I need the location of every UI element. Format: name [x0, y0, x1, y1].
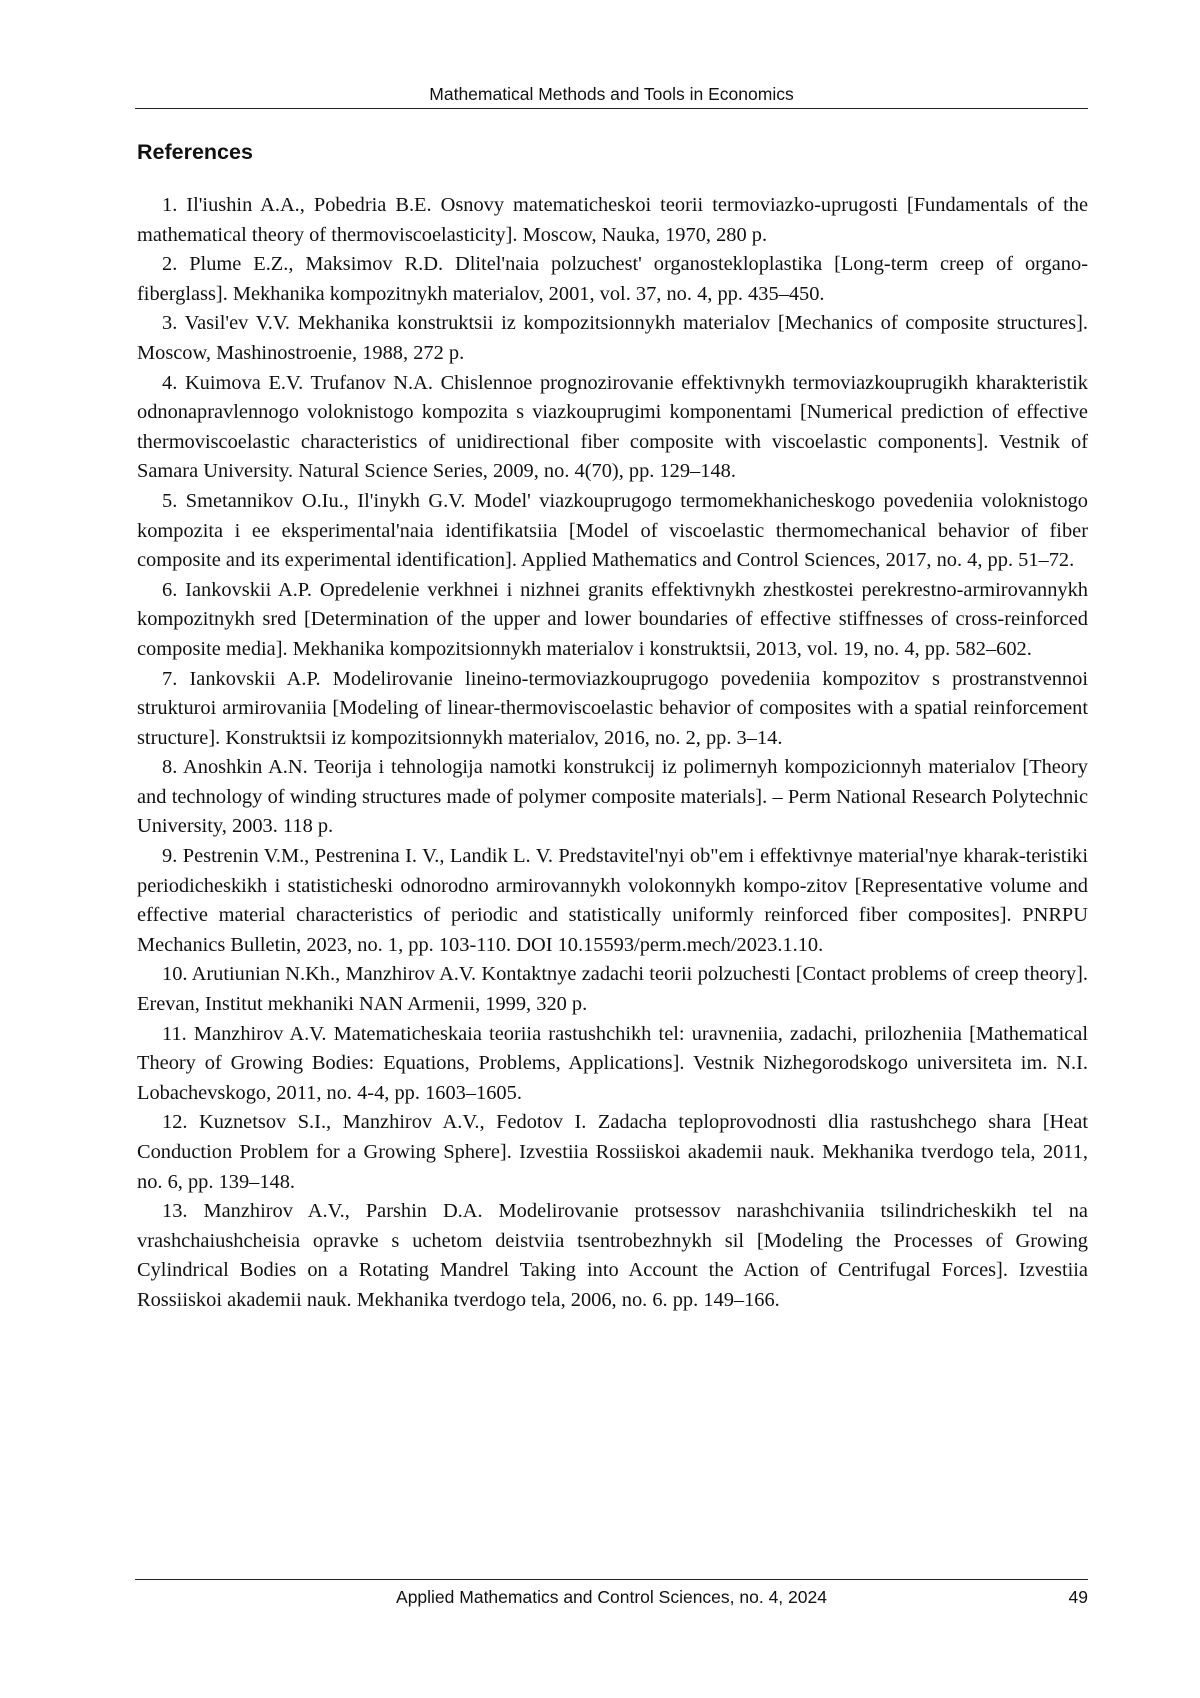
- reference-item: 12. Kuznetsov S.I., Manzhirov A.V., Fedotov I. Zadacha teploprovodnosti dlia rastushchego shara [Heat Conduction Problem for a Growing Sphere]. Izvestiia Rossiiskoi akademii nauk. Mekhanika tverdogo tela, 2011, no. 6, pp. 139–148.: [137, 1108, 1088, 1197]
- running-header: Mathematical Methods and Tools in Economics: [135, 84, 1088, 105]
- reference-item: 5. Smetannikov O.Iu., Il'inykh G.V. Model' viazkouprugogo termomekhanicheskogo povedeniia voloknistogo kompozita i ee eksperimental'naia identifikatsiia [Model of viscoelastic thermomechanical behavior of fiber composite and its experimental identification]. Applied Mathematics and Control Sciences, 2017, no. 4, pp. 51–72.: [137, 487, 1088, 576]
- reference-list: [137, 191, 1088, 1316]
- page-number: 49: [1069, 1587, 1088, 1608]
- footer-divider: [135, 1579, 1088, 1580]
- reference-item: 9. Pestrenin V.M., Pestrenina I. V., Landik L. V. Predstavitel'nyi ob"em i effektivnye material'nye kharak-teristiki periodicheskikh i statisticheski odnorodno armirovannykh volokonnykh kompo-zitov [Representative volume and effective material characteristics of peri­odic and statistically uniformly reinforced fiber composites]. PNRPU Mechanics Bulletin, 2023, no. 1, pp. 103-110. DOI 10.15593/perm.mech/2023.1.10.: [137, 842, 1088, 960]
- reference-item: 3. Vasil'ev V.V. Mekhanika konstruktsii iz kompozitsionnykh materialov [Mechanics of composite structures]. Moscow, Mashinostroenie, 1988, 272 p.: [137, 309, 1088, 368]
- reference-item: 7. Iankovskii A.P. Modelirovanie lineino-termoviazkouprugogo povedeniia kompozitov s prostranstvennoi strukturoi armirovaniia [Modeling of linear-thermoviscoelastic behavior of composites with a spatial reinforcement structure]. Konstruktsii iz kompozitsionnykh materialov, 2016, no. 2, pp. 3–14.: [137, 665, 1088, 754]
- reference-item: 8. Anoshkin A.N. Teorija i tehnologija namotki konstrukcij iz polimernyh kompozicionnyh materialov [Theory and technology of winding structures made of polymer composite materials]. – Perm National Research Polytechnic University, 2003. 118 p.: [137, 753, 1088, 842]
- section-title: References: [137, 140, 253, 165]
- reference-item: 6. Iankovskii A.P. Opredelenie verkhnei i nizhnei granits effektivnykh zhestkostei perekrestno-armirovannykh kompozitnykh sred [Determination of the upper and lower bounda­ries of effective stiffnesses of cross-reinforced composite media]. Mekhanika kompozitsionnykh materialov i konstruktsii, 2013, vol. 19, no. 4, pp. 582–602.: [137, 576, 1088, 665]
- reference-item: 10. Arutiunian N.Kh., Manzhirov A.V. Kontaktnye zadachi teorii polzuchesti [Contact prob­lems of creep theory]. Erevan, Institut mekhaniki NAN Armenii, 1999, 320 p.: [137, 960, 1088, 1019]
- journal-info: Applied Mathematics and Control Sciences, no. 4, 2024: [135, 1587, 1088, 1608]
- reference-item: 2. Plume E.Z., Maksimov R.D. Dlitel'naia polzuchest' organostekloplastika [Long-term creep of organo-fiberglass]. Mekhanika kompozitnykh materialov, 2001, vol. 37, no. 4, pp. 435–450.: [137, 250, 1088, 309]
- reference-item: 1. Il'iushin A.A., Pobedria B.E. Osnovy matematicheskoi teorii termoviazko-uprugosti [Fundamentals of the mathematical theory of thermoviscoelasticity]. Moscow, Nauka, 1970, 280 p.: [137, 191, 1088, 250]
- reference-item: 4. Kuimova E.V. Trufanov N.A. Chislennoe prognozirovanie effektivnykh termoviaz­kouprugikh kharakteristik odnonapravlennogo voloknistogo kompozita s viazkouprugimi komponentami [Numerical prediction of effective thermoviscoelastic characteristics of unidirec­tional fiber composite with viscoelastic components]. Vestnik of Samara University. Natural Sci­ence Series, 2009, no. 4(70), pp. 129–148.: [137, 369, 1088, 487]
- header-divider: [135, 108, 1088, 109]
- reference-item: 11. Manzhirov A.V. Matematicheskaia teoriia rastushchikh tel: uravneniia, zadachi, prilozheniia [Mathematical Theory of Growing Bodies: Equations, Problems, Applications]. Vestnik Nizhegorodskogo universiteta im. N.I. Lobachevskogo, 2011, no. 4-4, pp. 1603–1605.: [137, 1020, 1088, 1109]
- reference-item: 13. Manzhirov A.V., Parshin D.A. Modelirovanie protsessov narashchivaniia tsilindricheskikh tel na vrashchaiushcheisia opravke s uchetom deistviia tsentrobezhnykh sil [Modeling the Processes of Growing Cylindrical Bodies on a Rotating Mandrel Taking into Ac­count the Action of Centrifugal Forces]. Izvestiia Rossiiskoi akademii nauk. Mekhanika tverdogo tela, 2006, no. 6. pp. 149–166.: [137, 1197, 1088, 1315]
